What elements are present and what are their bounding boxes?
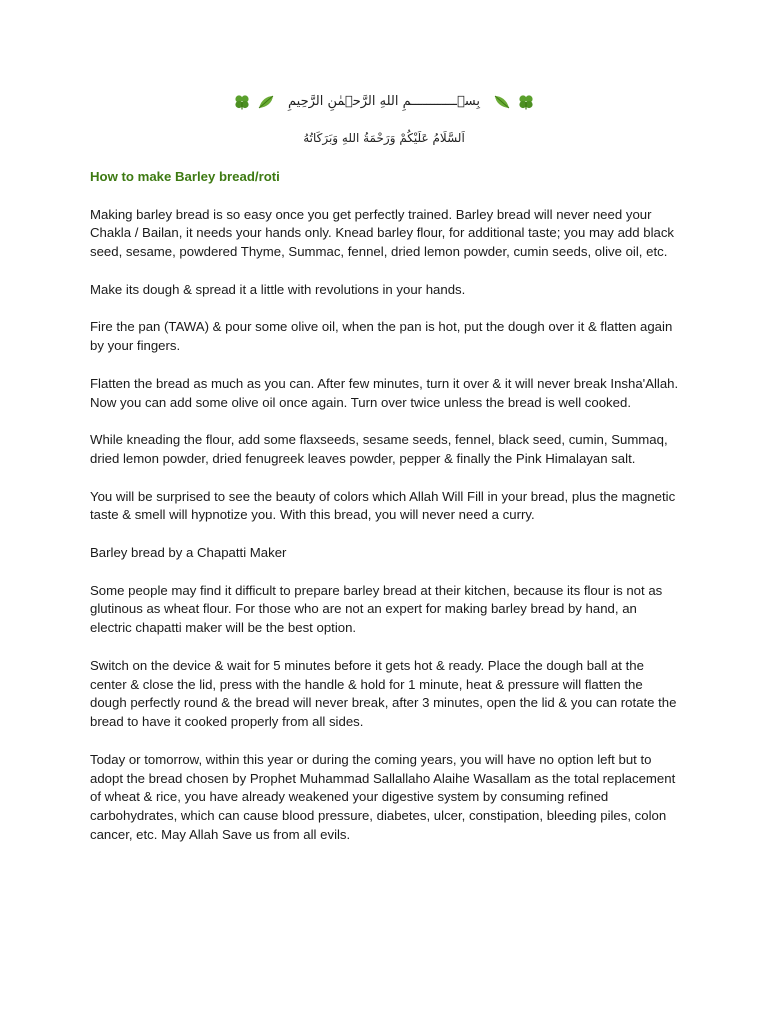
- paragraph: You will be surprised to see the beauty of colors which Allah Will Fill in your bread, plus the magnetic taste & smell will hypnotize you. With this bread, you will never need a curry.: [90, 488, 676, 523]
- paragraph: Fire the pan (TAWA) & pour some olive oil, when the pan is hot, put the dough over it & flatten again by your fingers.: [90, 319, 673, 354]
- salam-text: اَلسَّلَامُ عَلَيْكُمْ وَرَحْمَةُ اللهِ وَبَرَكَاتُهُ: [303, 130, 465, 145]
- salam-line: [0, 126, 768, 148]
- document-title: How to make Barley bread/roti: [90, 169, 280, 184]
- paragraph: Flatten the bread as much as you can. After few minutes, turn it over & it will never break Insha'Allah. Now you can add some olive oil once again. Turn over twice unless the bread is well cooked.: [90, 375, 679, 410]
- paragraph: Some people may find it difficult to prepare barley bread at their kitchen, because its flour is not as glutinous as wheat flour. For those who are not an expert for making barley bread by hand, an electric chapatti maker will be the best option.: [90, 582, 663, 636]
- clover-icon: [517, 94, 535, 110]
- document-body: [90, 168, 680, 863]
- paragraph: Making barley bread is so easy once you get perfectly trained. Barley bread will never need your Chakla / Bailan, it needs your hands only. Knead barley flour, for additional taste; you may add black seed, sesame, powdered Thyme, Summac, fennel, dried lemon powder, cumin seeds, olive oil, etc.: [90, 206, 675, 260]
- paragraph: Switch on the device & wait for 5 minutes before it gets hot & ready. Place the dough ball at the center & close the lid, press with the handle & hold for 1 minute, heat & pressure will flatten the dough perfectly round & the bread will never break, after 3 minutes, open the lid & you can rotate the bread to have it cooked properly from all sides.: [90, 657, 677, 730]
- bismillah-text: بِسۡــــــــــــمِ اللهِ الرَّحۡمٰنِ الرَّحِيمِ: [288, 94, 480, 109]
- leaf-icon: [257, 94, 275, 110]
- leaf-icon: [493, 94, 511, 110]
- paragraph: Today or tomorrow, within this year or during the coming years, you will have no option left but to adopt the bread chosen by Prophet Muhammad Sallallaho Alaihe Wasallam as the total replacement of wheat & rice, you have already weakened your digestive system by consuming refined carbohydrates, which can cause blood pressure, diabetes, ulcer, constipation, bleeding piles, colon cancer, etc. May Allah Save us from all evils.: [90, 751, 676, 842]
- section-heading: Barley bread by a Chapatti Maker: [90, 544, 287, 560]
- bismillah-line: [0, 90, 768, 114]
- clover-icon: [233, 94, 251, 110]
- paragraph: While kneading the flour, add some flaxseeds, sesame seeds, fennel, black seed, cumin, Summaq, dried lemon powder, dried fenugreek leaves powder, pepper & finally the Pink Himalayan salt.: [90, 432, 668, 466]
- paragraph: Make its dough & spread it a little with revolutions in your hands.: [90, 281, 466, 297]
